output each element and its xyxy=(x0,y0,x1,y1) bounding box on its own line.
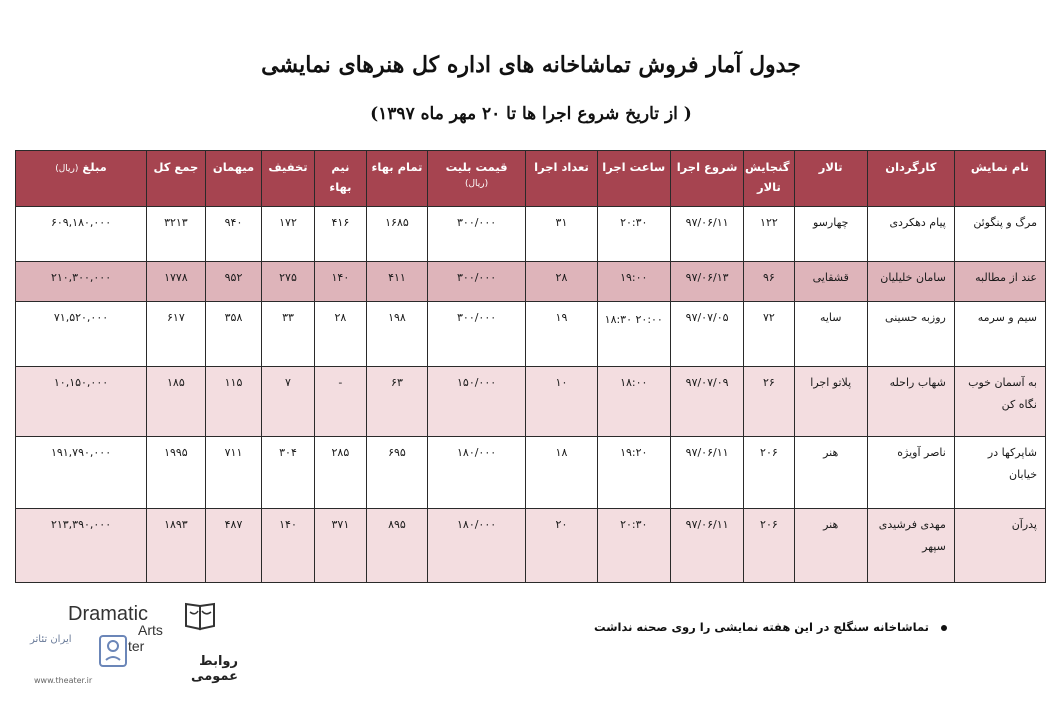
col-header-discount: تخفیف xyxy=(262,151,314,207)
cell-half: ۱۴۰ xyxy=(314,262,366,302)
table-row xyxy=(16,367,1046,437)
col-header-start: شروع اجرا xyxy=(670,151,743,207)
cell-total: ۶۱۷ xyxy=(147,302,206,367)
cell-half: ۴۱۶ xyxy=(314,207,366,262)
footnote: تماشاخانه سنگلج در این هفته نمایشی را روی صحنه نداشت xyxy=(594,620,947,634)
cell-half: ۲۸۵ xyxy=(314,437,366,509)
cell-capacity: ۲۰۶ xyxy=(744,437,794,509)
cell-amount: ۱۰,۱۵۰,۰۰۰ xyxy=(16,367,147,437)
cell-director: سامان خلیلیان xyxy=(867,262,954,302)
col-header-amount: مبلغ (ریال) xyxy=(16,151,147,207)
cell-time: ۲۰:۳۰ xyxy=(597,509,670,583)
cell-hall: پلاتو اجرا xyxy=(794,367,867,437)
cell-capacity: ۲۶ xyxy=(744,367,794,437)
cell-discount: ۲۷۵ xyxy=(262,262,314,302)
cell-amount: ۶۰۹,۱۸۰,۰۰۰ xyxy=(16,207,147,262)
logo-url: www.theater.ir xyxy=(34,676,93,685)
cell-price: ۱۵۰/۰۰۰ xyxy=(427,367,525,437)
cell-guest: ۱۱۵ xyxy=(205,367,262,437)
cell-performances: ۱۹ xyxy=(526,302,597,367)
cell-total: ۱۹۹۵ xyxy=(147,437,206,509)
cell-guest: ۳۵۸ xyxy=(205,302,262,367)
table-row xyxy=(16,509,1046,583)
col-header-half: نیم بهاء xyxy=(314,151,366,207)
table-row xyxy=(16,207,1046,262)
cell-start: ۹۷/۰۷/۰۹ xyxy=(670,367,743,437)
cell-discount: ۷ xyxy=(262,367,314,437)
page-title: جدول آمار فروش تماشاخانه های اداره کل هنرهای نمایشی xyxy=(261,52,801,78)
cell-half: ۳۷۱ xyxy=(314,509,366,583)
page-subtitle: ( از تاریخ شروع اجرا ها تا ۲۰ مهر ماه ۱۳۹۷) xyxy=(370,104,692,124)
cell-capacity: ۲۰۶ xyxy=(744,509,794,583)
col-header-capacity: گنجایش تالار xyxy=(744,151,794,207)
cell-total: ۳۲۱۳ xyxy=(147,207,206,262)
iran-theater-icon xyxy=(96,632,130,672)
cell-hall: سایه xyxy=(794,302,867,367)
cell-discount: ۳۰۴ xyxy=(262,437,314,509)
cell-capacity: ۱۲۲ xyxy=(744,207,794,262)
logo-text-en: Dramatic xyxy=(68,603,149,625)
logo-text-en-3: ter xyxy=(128,638,145,654)
cell-total: ۱۸۵ xyxy=(147,367,206,437)
col-header-name: نام نمایش xyxy=(954,151,1045,207)
table-row xyxy=(16,262,1046,302)
cell-half: - xyxy=(314,367,366,437)
cell-name: عند از مطالبه xyxy=(954,262,1045,302)
book-mask-icon xyxy=(178,602,222,632)
cell-hall: هنر xyxy=(794,509,867,583)
cell-director: شهاب راحله xyxy=(867,367,954,437)
cell-name: سیم و سرمه xyxy=(954,302,1045,367)
cell-performances: ۲۸ xyxy=(526,262,597,302)
cell-full: ۶۹۵ xyxy=(367,437,428,509)
cell-director: پیام دهکردی xyxy=(867,207,954,262)
cell-guest: ۷۱۱ xyxy=(205,437,262,509)
cell-full: ۴۱۱ xyxy=(367,262,428,302)
cell-hall: قشقایی xyxy=(794,262,867,302)
cell-price: ۳۰۰/۰۰۰ xyxy=(427,262,525,302)
col-header-total: جمع کل xyxy=(147,151,206,207)
cell-performances: ۳۱ xyxy=(526,207,597,262)
cell-time: ۲۰:۳۰ xyxy=(597,207,670,262)
table-row xyxy=(16,437,1046,509)
cell-performances: ۲۰ xyxy=(526,509,597,583)
cell-director: ناصر آویژه xyxy=(867,437,954,509)
cell-time: ۱۹:۲۰ xyxy=(597,437,670,509)
logo-text-en-2: Arts xyxy=(138,622,163,638)
cell-name: به آسمان خوب نگاه کن xyxy=(954,367,1045,437)
cell-start: ۹۷/۰۶/۱۱ xyxy=(670,437,743,509)
logo xyxy=(28,600,238,695)
col-header-hall: تالار xyxy=(794,151,867,207)
cell-performances: ۱۸ xyxy=(526,437,597,509)
cell-time: ۲۰:۰۰ ۱۸:۳۰ xyxy=(597,302,670,367)
cell-time: ۱۸:۰۰ xyxy=(597,367,670,437)
cell-guest: ۹۵۲ xyxy=(205,262,262,302)
cell-price: ۳۰۰/۰۰۰ xyxy=(427,302,525,367)
cell-discount: ۱۷۲ xyxy=(262,207,314,262)
col-header-time: ساعت اجرا xyxy=(597,151,670,207)
cell-discount: ۱۴۰ xyxy=(262,509,314,583)
cell-start: ۹۷/۰۶/۱۳ xyxy=(670,262,743,302)
cell-start: ۹۷/۰۶/۱۱ xyxy=(670,207,743,262)
cell-name: مرگ و پنگوئن xyxy=(954,207,1045,262)
cell-start: ۹۷/۰۶/۱۱ xyxy=(670,509,743,583)
cell-amount: ۲۱۰,۳۰۰,۰۰۰ xyxy=(16,262,147,302)
cell-price: ۱۸۰/۰۰۰ xyxy=(427,509,525,583)
cell-director: روزبه حسینی xyxy=(867,302,954,367)
table-row xyxy=(16,302,1046,367)
cell-performances: ۱۰ xyxy=(526,367,597,437)
table-header-row xyxy=(16,151,1046,207)
logo-text-public-relations: روابط عمومی xyxy=(191,654,238,684)
col-header-director: کارگردان xyxy=(867,151,954,207)
col-header-price: قیمت بلیت (ریال) xyxy=(427,151,525,207)
logo-text-iran-theater: ایران تئاتر xyxy=(30,634,72,645)
col-header-guest: میهمان xyxy=(205,151,262,207)
cell-guest: ۹۴۰ xyxy=(205,207,262,262)
cell-discount: ۳۳ xyxy=(262,302,314,367)
cell-full: ۱۹۸ xyxy=(367,302,428,367)
cell-price: ۱۸۰/۰۰۰ xyxy=(427,437,525,509)
cell-full: ۶۳ xyxy=(367,367,428,437)
cell-time: ۱۹:۰۰ xyxy=(597,262,670,302)
cell-hall: چهارسو xyxy=(794,207,867,262)
cell-name: پدرآن xyxy=(954,509,1045,583)
col-header-performances: تعداد اجرا xyxy=(526,151,597,207)
cell-name: شاپرکها در خیابان xyxy=(954,437,1045,509)
cell-capacity: ۹۶ xyxy=(744,262,794,302)
cell-amount: ۲۱۳,۳۹۰,۰۰۰ xyxy=(16,509,147,583)
cell-hall: هنر xyxy=(794,437,867,509)
cell-total: ۱۸۹۳ xyxy=(147,509,206,583)
cell-half: ۲۸ xyxy=(314,302,366,367)
bullet-icon xyxy=(941,625,947,631)
cell-amount: ۱۹۱,۷۹۰,۰۰۰ xyxy=(16,437,147,509)
cell-guest: ۴۸۷ xyxy=(205,509,262,583)
cell-full: ۱۶۸۵ xyxy=(367,207,428,262)
cell-full: ۸۹۵ xyxy=(367,509,428,583)
cell-price: ۳۰۰/۰۰۰ xyxy=(427,207,525,262)
sales-table xyxy=(15,150,1046,583)
cell-director: مهدی فرشیدی سپهر xyxy=(867,509,954,583)
col-header-full: تمام بهاء xyxy=(367,151,428,207)
cell-total: ۱۷۷۸ xyxy=(147,262,206,302)
cell-capacity: ۷۲ xyxy=(744,302,794,367)
cell-start: ۹۷/۰۷/۰۵ xyxy=(670,302,743,367)
cell-amount: ۷۱,۵۲۰,۰۰۰ xyxy=(16,302,147,367)
